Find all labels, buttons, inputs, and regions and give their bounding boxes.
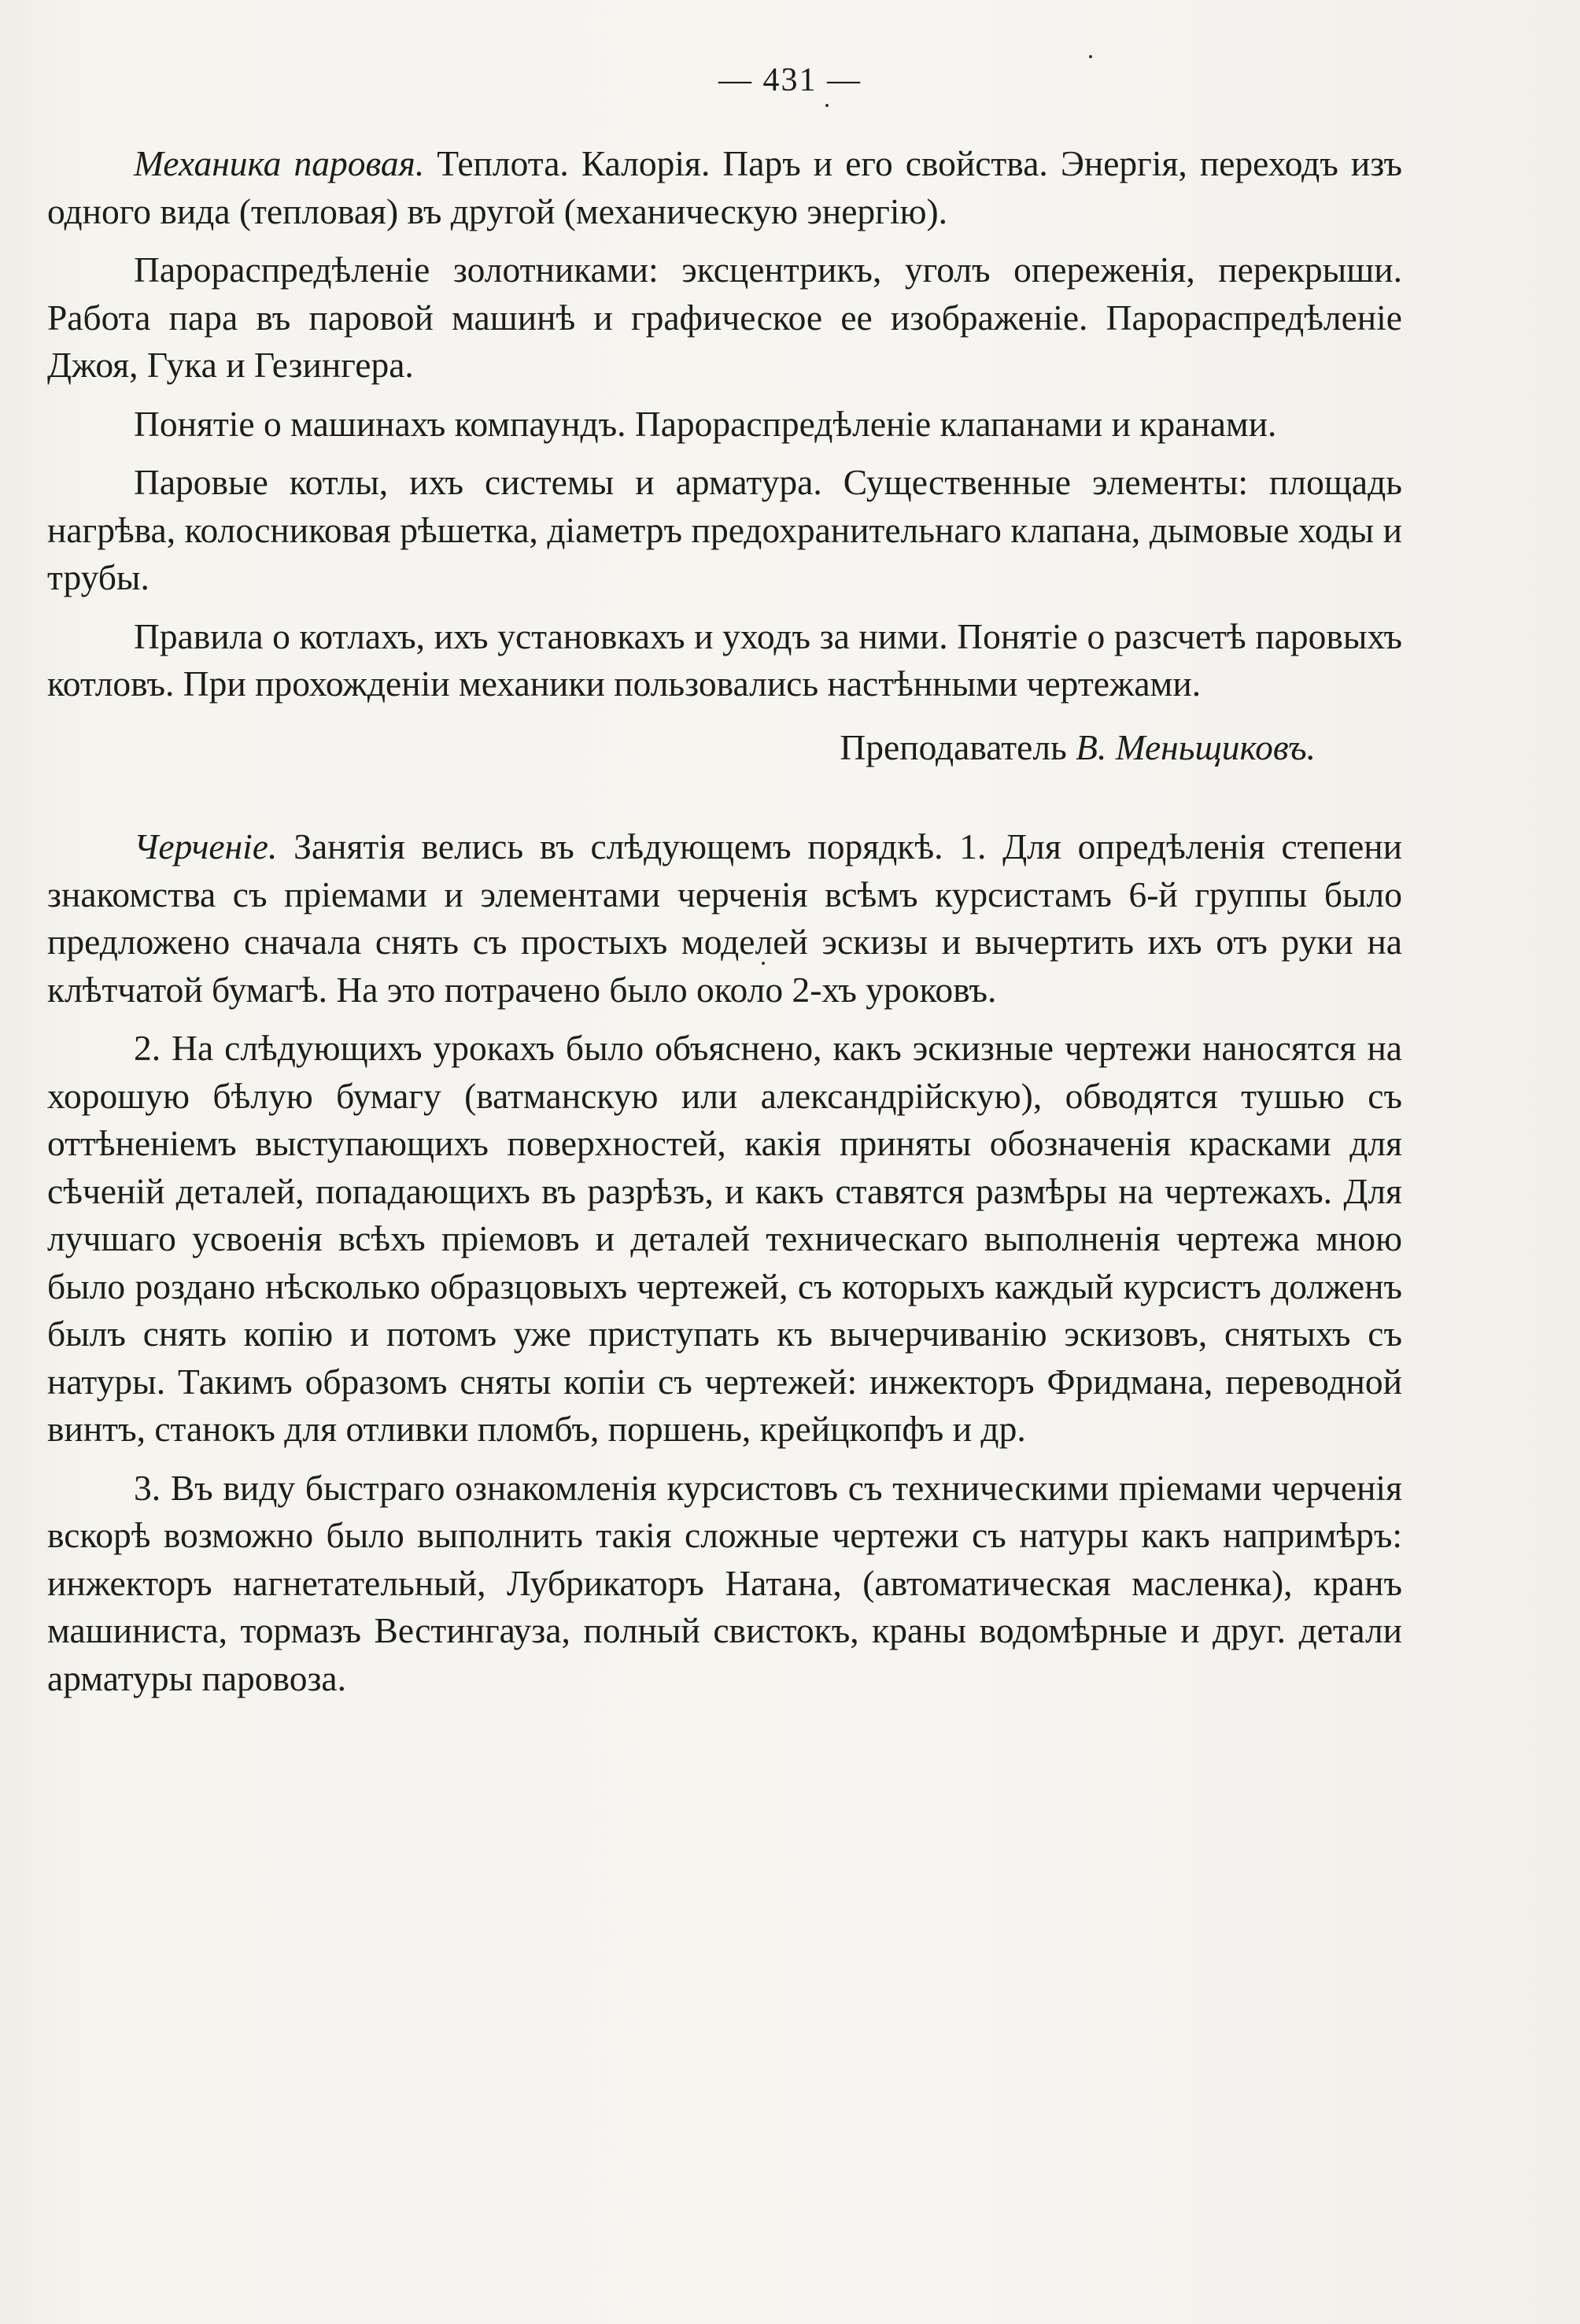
- paragraph-drawing-step-3: [47, 1465, 1402, 1703]
- paragraph-compound-machines: [47, 401, 1402, 449]
- signature-name: В. Меньщиковъ.: [1076, 726, 1316, 767]
- page-number: — 431 —: [718, 62, 862, 98]
- paragraph-text: Теплота. Калорія. Паръ и его свойства. Энергія, переходъ изъ одного вида (тепловая) въ другой (механическую энергію).: [47, 143, 1403, 231]
- section-heading-steam-mechanics: Механика паровая.: [134, 143, 425, 183]
- body-text: [47, 140, 1402, 1713]
- paragraph-text: Занятія велись въ слѣдующемъ порядкѣ. 1. Для опредѣленія степени знакомства съ пріемами и элементами черченія всѣмъ курсистамъ 6-й группы было предложено сначала снять съ простыхъ моделей эскизы и вычертить ихъ отъ руки на клѣтчатой бумагѣ. На это потрачено было около 2-хъ уроковъ.: [47, 826, 1402, 1010]
- paragraph-text: Правила о котлахъ, ихъ установкахъ и уходъ за ними. Понятіе о разсчетѣ паровыхъ котловъ. При прохожденіи механики пользовались настѣнными чертежами.: [47, 615, 1402, 704]
- paragraph-drawing-step-2: [47, 1025, 1402, 1454]
- ink-speck: [825, 104, 829, 107]
- paragraph-text: Понятіе о машинахъ компаундъ. Парораспредѣленіе клапанами и кранами.: [134, 403, 1277, 444]
- paragraph-boiler-rules: [47, 613, 1402, 708]
- paragraph-text: Паровые котлы, ихъ системы и арматура. Существенные элементы: площадь нагрѣва, колосниковая рѣшетка, діаметръ предохранительнаго клапана, дымовые ходы и трубы.: [47, 462, 1402, 597]
- section-heading-drawing: Черченіе.: [134, 826, 278, 866]
- paragraph-valve-distribution: [47, 246, 1402, 390]
- paragraph-steam-mechanics: [47, 140, 1402, 235]
- paragraph-text: Парораспредѣленіе золотниками: эксцентрикъ, уголъ опереженія, перекрыши. Работа пара въ паровой машинѣ и графическое ее изображеніе. Парораспредѣленіе Джоя, Гука и Гезингера.: [47, 249, 1402, 385]
- ink-speck: [1089, 55, 1092, 58]
- ink-speck: [762, 962, 765, 965]
- paragraph-text: 2. На слѣдующихъ урокахъ было объяснено, какъ эскизные чертежи наносятся на хорошую бѣлую бумагу (ватманскую или александрійскую), обводятся тушью съ оттѣненіемъ выступающихъ поверхностей, какія приняты обозначенія красками для сѣченій деталей, попадающихъ въ разрѣзъ, и какъ ставятся размѣры на чертежахъ. Для лучшаго усвоенія всѣхъ пріемовъ и деталей техническаго выполненія чертежа мною было роздано нѣсколько образцовыхъ чертежей, съ которыхъ каждый курсистъ долженъ былъ снять копію и потомъ уже приступать къ вычерчиванію эскизовъ, снятыхъ съ натуры. Такимъ образомъ сняты копіи съ чертежей: инжекторъ Фридмана, переводной винтъ, станокъ для отливки пломбъ, поршень, крейцкопфъ и др.: [47, 1028, 1402, 1449]
- signature-prefix: Преподаватель: [840, 726, 1076, 767]
- paragraph-drawing: [47, 823, 1402, 1014]
- teacher-signature: [47, 724, 1402, 772]
- paragraph-steam-boilers: [47, 459, 1402, 602]
- paragraph-text: 3. Въ виду быстраго ознакомленія курсистовъ съ техническими пріемами черченія вскорѣ возможно было выполнить такія сложные чертежи съ натуры какъ напримѣръ: инжекторъ нагнетательный, Лубрикаторъ Натана, (автоматическая масленка), кранъ машиниста, тормазъ Вестингауза, полный свистокъ, краны водомѣрные и друг. детали арматуры паровоза.: [47, 1467, 1402, 1698]
